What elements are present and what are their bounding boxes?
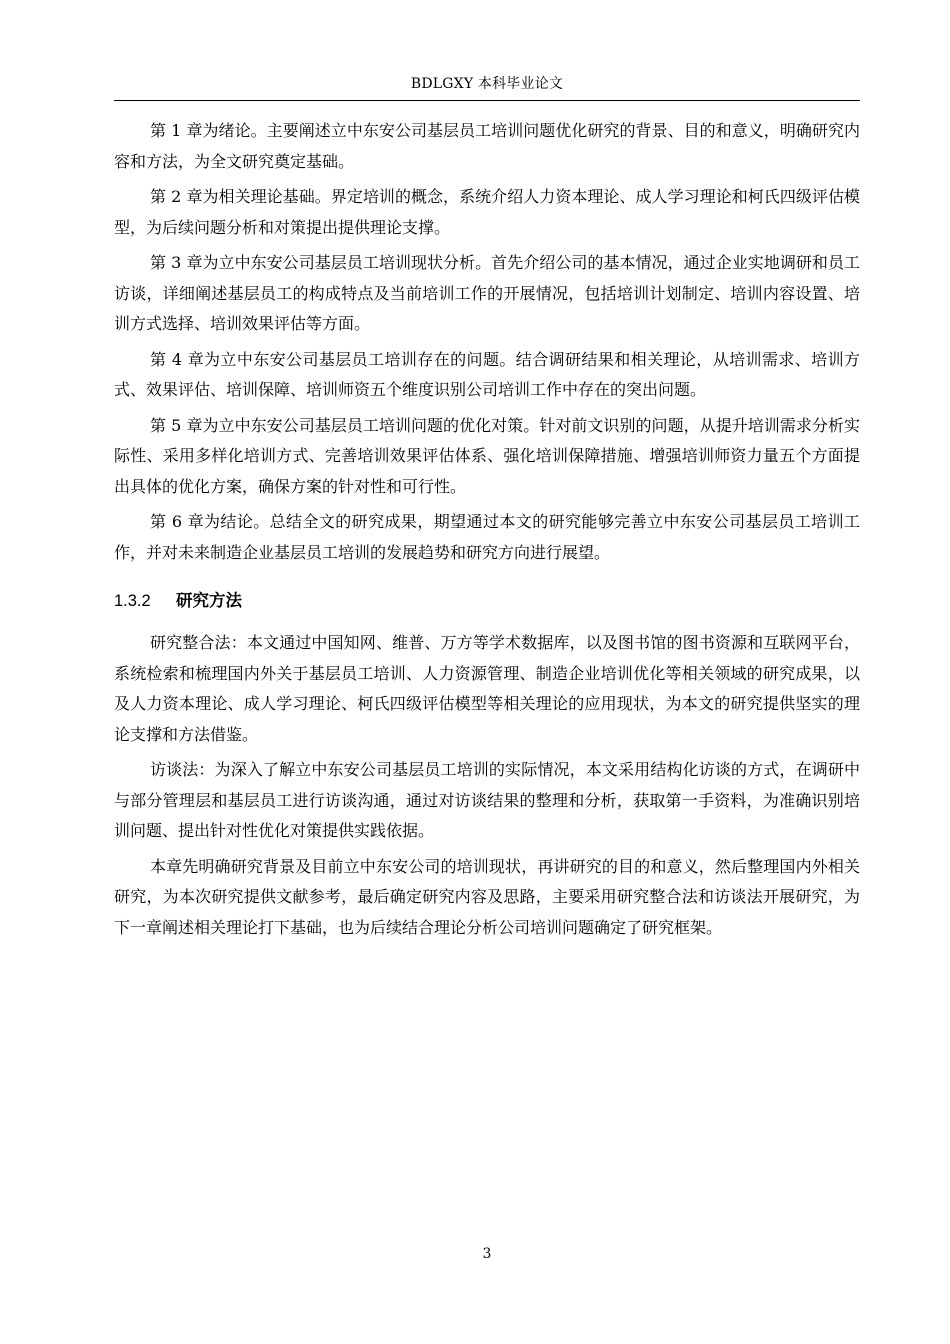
section-number: 1.3.2 <box>114 592 151 610</box>
paragraph-chapter-6: 第 6 章为结论。总结全文的研究成果，期望通过本文的研究能够完善立中东安公司基层员工培训工作，并对未来制造企业基层员工培训的发展趋势和研究方向进行展望。 <box>114 512 860 562</box>
body-content <box>114 116 860 948</box>
paragraph-chapter-summary: 本章先明确研究背景及目前立中东安公司的培训现状，再讲研究的目的和意义，然后整理国内外相关研究，为本次研究提供文献参考，最后确定研究内容及思路，主要采用研究整合法和访谈法开展研究，为下一章阐述相关理论打下基础，也为后续结合理论分析公司培训问题确定了研究框架。 <box>114 856 860 937</box>
paragraph-research-integration: 研究整合法：本文通过中国知网、维普、万方等学术数据库，以及图书馆的图书资源和互联网平台，系统检索和梳理国内外关于基层员工培训、人力资源管理、制造企业培训优化等相关领域的研究成果，以及人力资本理论、成人学习理论、柯氏四级评估模型等相关理论的应用现状，为本文的研究提供坚实的理论支撑和方法借鉴。 <box>114 633 860 744</box>
section-heading <box>114 586 860 616</box>
paragraph-chapter-3: 第 3 章为立中东安公司基层员工培训现状分析。首先介绍公司的基本情况，通过企业实地调研和员工访谈，详细阐述基层员工的构成特点及当前培训工作的开展情况，包括培训计划制定、培训内容设置、培训方式选择、培训效果评估等方面。 <box>114 253 860 333</box>
running-header: BDLGXY 本科毕业论文 <box>410 76 564 92</box>
paragraph-chapter-4: 第 4 章为立中东安公司基层员工培训存在的问题。结合调研结果和相关理论，从培训需求、培训方式、效果评估、培训保障、培训师资五个维度识别公司培训工作中存在的突出问题。 <box>114 349 860 399</box>
page-number: 3 <box>482 1246 492 1262</box>
paragraph-chapter-2: 第 2 章为相关理论基础。界定培训的概念，系统介绍人力资本理论、成人学习理论和柯氏四级评估模型，为后续问题分析和对策提出提供理论支撑。 <box>114 187 860 237</box>
paragraph-chapter-1: 第 1 章为绪论。主要阐述立中东安公司基层员工培训问题优化研究的背景、目的和意义，明确研究内容和方法，为全文研究奠定基础。 <box>114 121 860 171</box>
header-rule <box>114 100 860 101</box>
section-title: 研究方法 <box>176 591 242 610</box>
paragraph-chapter-5: 第 5 章为立中东安公司基层员工培训问题的优化对策。针对前文识别的问题，从提升培训需求分析实际性、采用多样化培训方式、完善培训效果评估体系、强化培训保障措施、增强培训师资力量五个方面提出具体的优化方案，确保方案的针对性和可行性。 <box>114 415 860 496</box>
paragraph-interview-method: 访谈法：为深入了解立中东安公司基层员工培训的实际情况，本文采用结构化访谈的方式，在调研中与部分管理层和基层员工进行访谈沟通，通过对访谈结果的整理和分析，获取第一手资料，为准确识别培训问题、提出针对性优化对策提供实践依据。 <box>114 760 860 840</box>
